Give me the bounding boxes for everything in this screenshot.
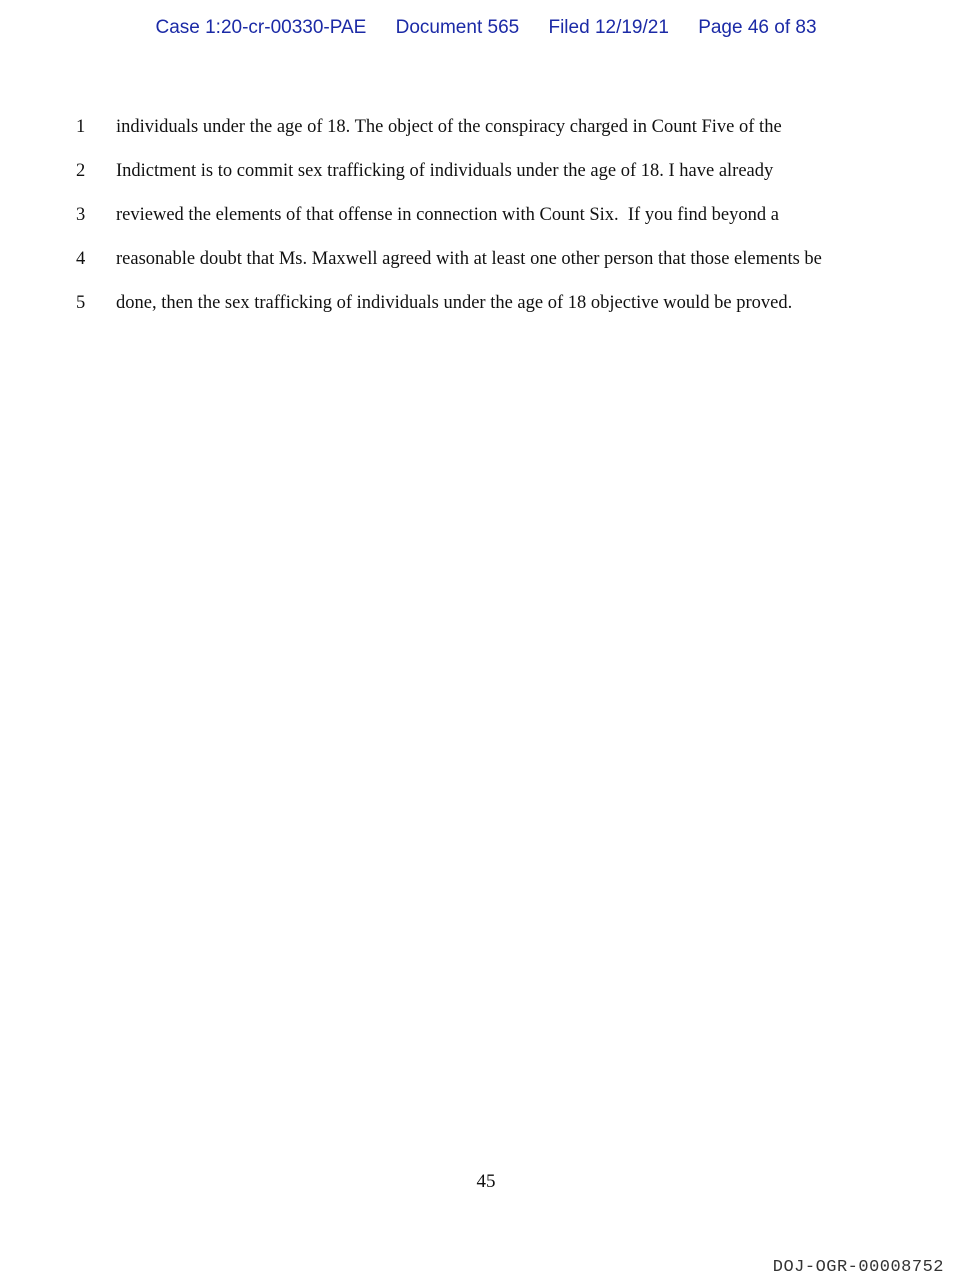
page-number: 45 [476,1171,496,1192]
line-number: 2 [76,161,86,181]
line-text: reasonable doubt that Ms. Maxwell agreed with at least one other person that those elements be [116,249,822,269]
line-text: reviewed the elements of that offense in connection with Count Six. If you find beyond a [116,205,779,225]
line-text: individuals under the age of 18. The object of the conspiracy charged in Count Five of the [116,117,782,137]
ecf-header [0,17,972,39]
text-line-4 [0,249,972,279]
line-number: 5 [76,293,86,313]
line-text: Indictment is to commit sex trafficking of individuals under the age of 18. I have already [116,161,774,181]
text-line-2 [0,161,972,191]
line-number: 3 [76,205,86,225]
bates-number: DOJ-OGR-00008752 [772,1258,944,1277]
line-number: 4 [76,249,86,269]
text-line-3 [0,205,972,235]
page-indicator: Page 46 of 83 [698,17,817,38]
case-number: Case 1:20-cr-00330-PAE [155,17,367,38]
line-text: done, then the sex trafficking of individuals under the age of 18 objective would be proved. [116,293,793,313]
text-line-5 [0,293,972,323]
document-number: Document 565 [395,17,520,38]
text-line-1 [0,117,972,147]
filed-date: Filed 12/19/21 [548,17,669,38]
line-number: 1 [76,117,86,137]
